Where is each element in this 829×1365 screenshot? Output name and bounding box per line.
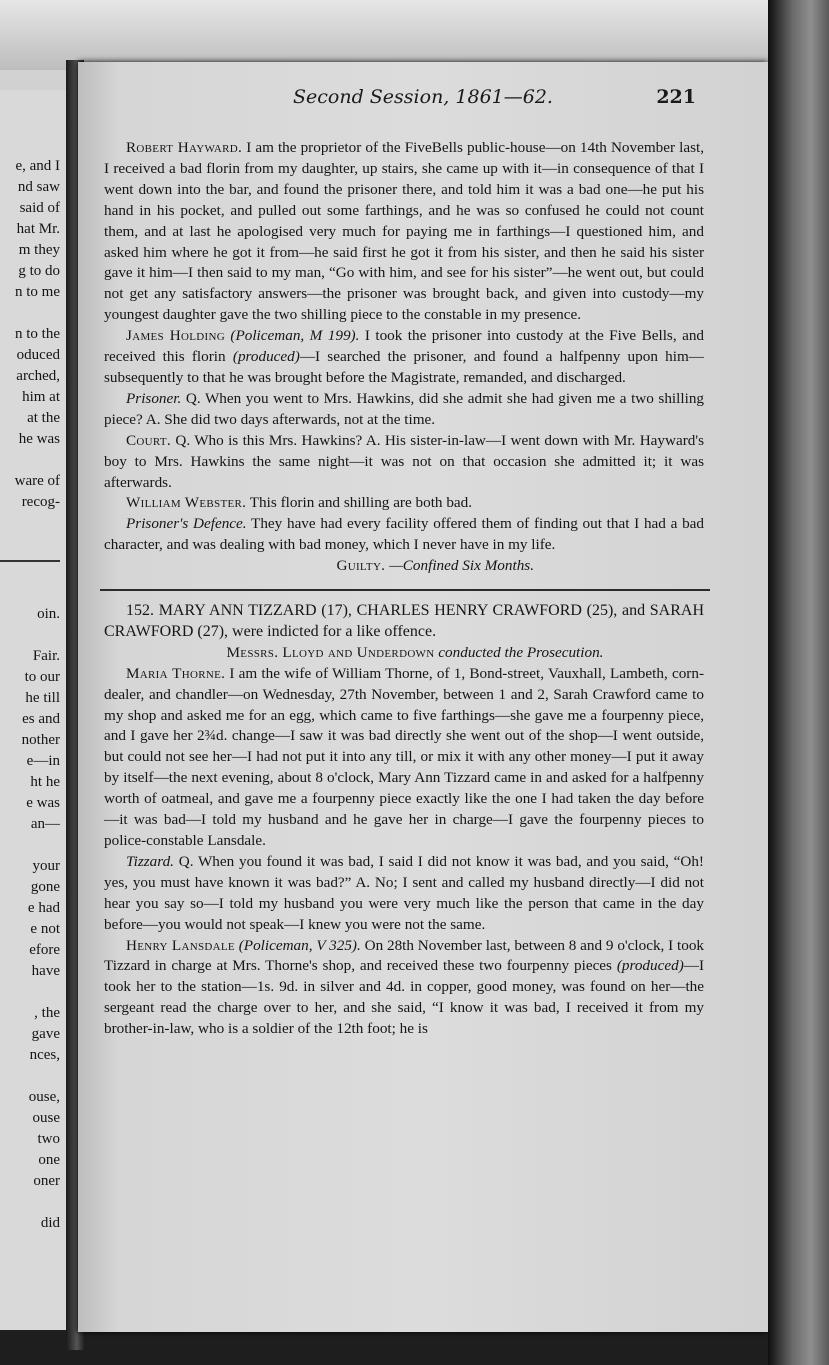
left-page-fragment: your: [32, 858, 60, 874]
case-152-heading: 152. MARY ANN TIZZARD (17), CHARLES HENRY CRAWFORD (25), and SARAH CRAWFORD (27), were indicted for a like offence.: [104, 602, 704, 640]
left-page-fragment: one: [38, 1152, 60, 1168]
page-number: 221: [656, 86, 696, 108]
left-page-fragment: e not: [30, 921, 60, 937]
testimony-text: Q. When you went to Mrs. Hawkins, did she admit she had given me a two shilling piece? A. She did two days afterwards, not at the time.: [104, 389, 705, 428]
left-page-fragment: ouse: [32, 1110, 60, 1126]
testimony-text: I took the prisoner into custody at the Five Bells, and received this florin: [104, 327, 705, 366]
testimony-text: I am the proprietor of the FiveBells public-house—on 14th November last, I received a bad florin from my daughter, up stairs, she came up with it—in consequence of that I went down into the bar, and found the prisoner there, and told him it was a bad one—he put his hand in his pocket, and pulled out some farthings, and he was so confused he could not count them, and at last he apologised very much for paying me in farthings—I questioned him, and asked him where he got it from—he said first he got it from his sister, and then he said his sister gave it him—I then said to my man, “Go with him, and see for his sister”—he went out, but could not get any satisfactory answers—the prisoner was brought back, and given into custody—my youngest daughter gave the two shilling piece to the constable in my presence.: [104, 139, 705, 324]
produced-note: (produced): [616, 957, 684, 975]
testimony-maria-thorne: [104, 664, 704, 852]
left-page-fragment: e was: [26, 795, 60, 811]
left-facing-page: [0, 90, 72, 1330]
left-page-fragment: ware of: [14, 473, 60, 489]
testimony-text: Q. When you found it was bad, I said I did not know it was bad, and you said, “Oh! yes, you must have known it was bad?” A. No; I sent and called my husband directly—I did not hear you say so—I told my husband you were very much like the person that came in the day before—you would not speak—I knew you were not the same.: [104, 852, 704, 933]
left-page-fragment: e—in: [26, 753, 60, 769]
counsel-text: conducted the Prosecution.: [438, 643, 604, 661]
top-glare: [0, 0, 829, 70]
left-page-fragment: he was: [18, 431, 60, 447]
left-page-fragment: e, and I: [15, 158, 60, 174]
speaker-name: Court.: [126, 431, 172, 449]
left-page-fragment: n to me: [15, 284, 60, 300]
testimony-text: —I searched the prisoner, and found a halfpenny upon him—subsequently to that he was brought before the Magistrate, remanded, and discharged.: [104, 348, 704, 386]
left-page-fragment: an—: [30, 816, 60, 832]
speaker-name: Henry Lansdale: [126, 936, 235, 954]
left-page-fragment: gave: [31, 1026, 60, 1042]
testimony-text: —I took her to the station—1s. 9d. in silver and 4d. in copper, good money, was found on her—the sergeant read the charge over to her, and she said, “I know it was bad, I received it from my brother-in-law, who is a soldier of the 12th foot; he is: [104, 957, 705, 1038]
testimony-james-holding: [104, 326, 704, 389]
testimony-text: On 28th November last, between 8 and 9 o'clock, I took Tizzard in charge at Mrs. Thorne's shop, and received these two fourpenny pieces: [104, 936, 705, 975]
speaker-name: Maria Thorne.: [126, 664, 226, 682]
left-page-fragment: oduced: [16, 347, 60, 363]
left-page-fragment: , the: [34, 1005, 60, 1021]
left-page-fragment: arched,: [16, 368, 60, 384]
counsel-line: [104, 643, 704, 664]
left-page-fragment: oner: [33, 1173, 60, 1189]
produced-note: (produced): [232, 348, 300, 366]
testimony-text: I am the wife of William Thorne, of 1, Bond-street, Vauxhall, Lambeth, corn-dealer, and chandler—on Wednesday, 27th November, between 1 and 2, Sarah Crawford came to my shop and asked me for an egg, which came to five farthings—she gave me a fourpenny piece, and I gave her 2¾d. change—I saw it was bad directly she went out of the shop—I went outside, but could not see her—I had not put it into any till, or mix it with any other money—I put it away by itself—the next evening, about 8 o'clock, Mary Ann Tizzard came in and asked for a halfpenny worth of oatmeal, and gave me a fourpenny piece exactly like the one I had taken the day before—it was bad—I told my husband and he gave her in charge—I gave the fourpenny pieces to police-constable Lansdale.: [104, 664, 705, 849]
speaker-role: (Policeman, V 325).: [238, 936, 361, 954]
left-page-fragment: nd saw: [17, 179, 60, 195]
left-page-fragment: at the: [27, 410, 60, 426]
verdict-label: Guilty.: [336, 557, 386, 575]
right-page-edge: [768, 0, 829, 1365]
left-page-fragment: es and: [22, 711, 60, 727]
left-page-fragment: ht he: [30, 774, 60, 790]
testimony-william-webster: [104, 493, 704, 514]
verdict-text: —Confined Six Months.: [389, 557, 534, 575]
prisoner-question: [104, 389, 704, 431]
speaker-name: Prisoner's Defence.: [126, 515, 247, 533]
court-question: [104, 431, 704, 494]
left-page-fragment: gone: [30, 879, 60, 895]
left-page-fragment: n to the: [15, 326, 60, 342]
body-text: [104, 138, 704, 1040]
left-page-fragment: g to do: [18, 263, 60, 279]
speaker-name: James Holding: [126, 327, 225, 345]
speaker-role: (Policeman, M 199).: [230, 327, 360, 345]
case-divider: [100, 589, 710, 591]
page-221: [78, 62, 768, 1332]
tizzard-question: [104, 852, 704, 936]
verdict: [104, 556, 704, 577]
speaker-name: William Webster.: [126, 494, 247, 512]
left-page-fragment: nces,: [29, 1047, 60, 1063]
speaker-name: Prisoner.: [126, 389, 182, 407]
running-title: Second Session, 1861—62.: [293, 86, 553, 108]
left-page-fragment: m they: [18, 242, 60, 258]
left-page-fragment: hat Mr.: [16, 221, 60, 237]
left-page-fragment: efore: [29, 942, 60, 958]
testimony-text: They have had every facility offered them of finding out that I had a bad character, and was dealing with bad money, which I never have in my life.: [104, 515, 705, 554]
left-page-fragment: nother: [21, 732, 60, 748]
testimony-henry-lansdale: [104, 936, 704, 1041]
counsel-names: Messrs. Lloyd and Underdown: [226, 643, 435, 661]
left-page-rule: [0, 560, 60, 562]
left-page-fragment: to our: [24, 669, 60, 685]
left-page-fragment: oin.: [37, 606, 60, 622]
running-header: [78, 86, 768, 112]
left-page-fragment: two: [37, 1131, 60, 1147]
testimony-text: This florin and shilling are both bad.: [249, 494, 473, 512]
left-page-fragment: ouse,: [28, 1089, 60, 1105]
speaker-name: Robert Hayward.: [126, 139, 243, 156]
testimony-text: Q. Who is this Mrs. Hawkins? A. His sister-in-law—I went down with Mr. Hayward's boy to Mrs. Hawkins the same night—it was not on that occasion she admitted it; it was afterwards.: [104, 431, 705, 491]
left-page-fragment: said of: [19, 200, 60, 216]
left-page-fragment: e had: [27, 900, 60, 916]
left-page-fragment: he till: [25, 690, 60, 706]
left-page-fragment: recog-: [21, 494, 60, 510]
left-page-fragment: have: [31, 963, 60, 979]
left-page-fragment: him at: [22, 389, 60, 405]
prisoner-defence: [104, 514, 704, 556]
left-page-fragment: did: [40, 1215, 60, 1231]
testimony-robert-hayward: [104, 138, 704, 326]
speaker-name: Tizzard.: [126, 852, 174, 870]
left-page-fragment: Fair.: [32, 648, 60, 664]
